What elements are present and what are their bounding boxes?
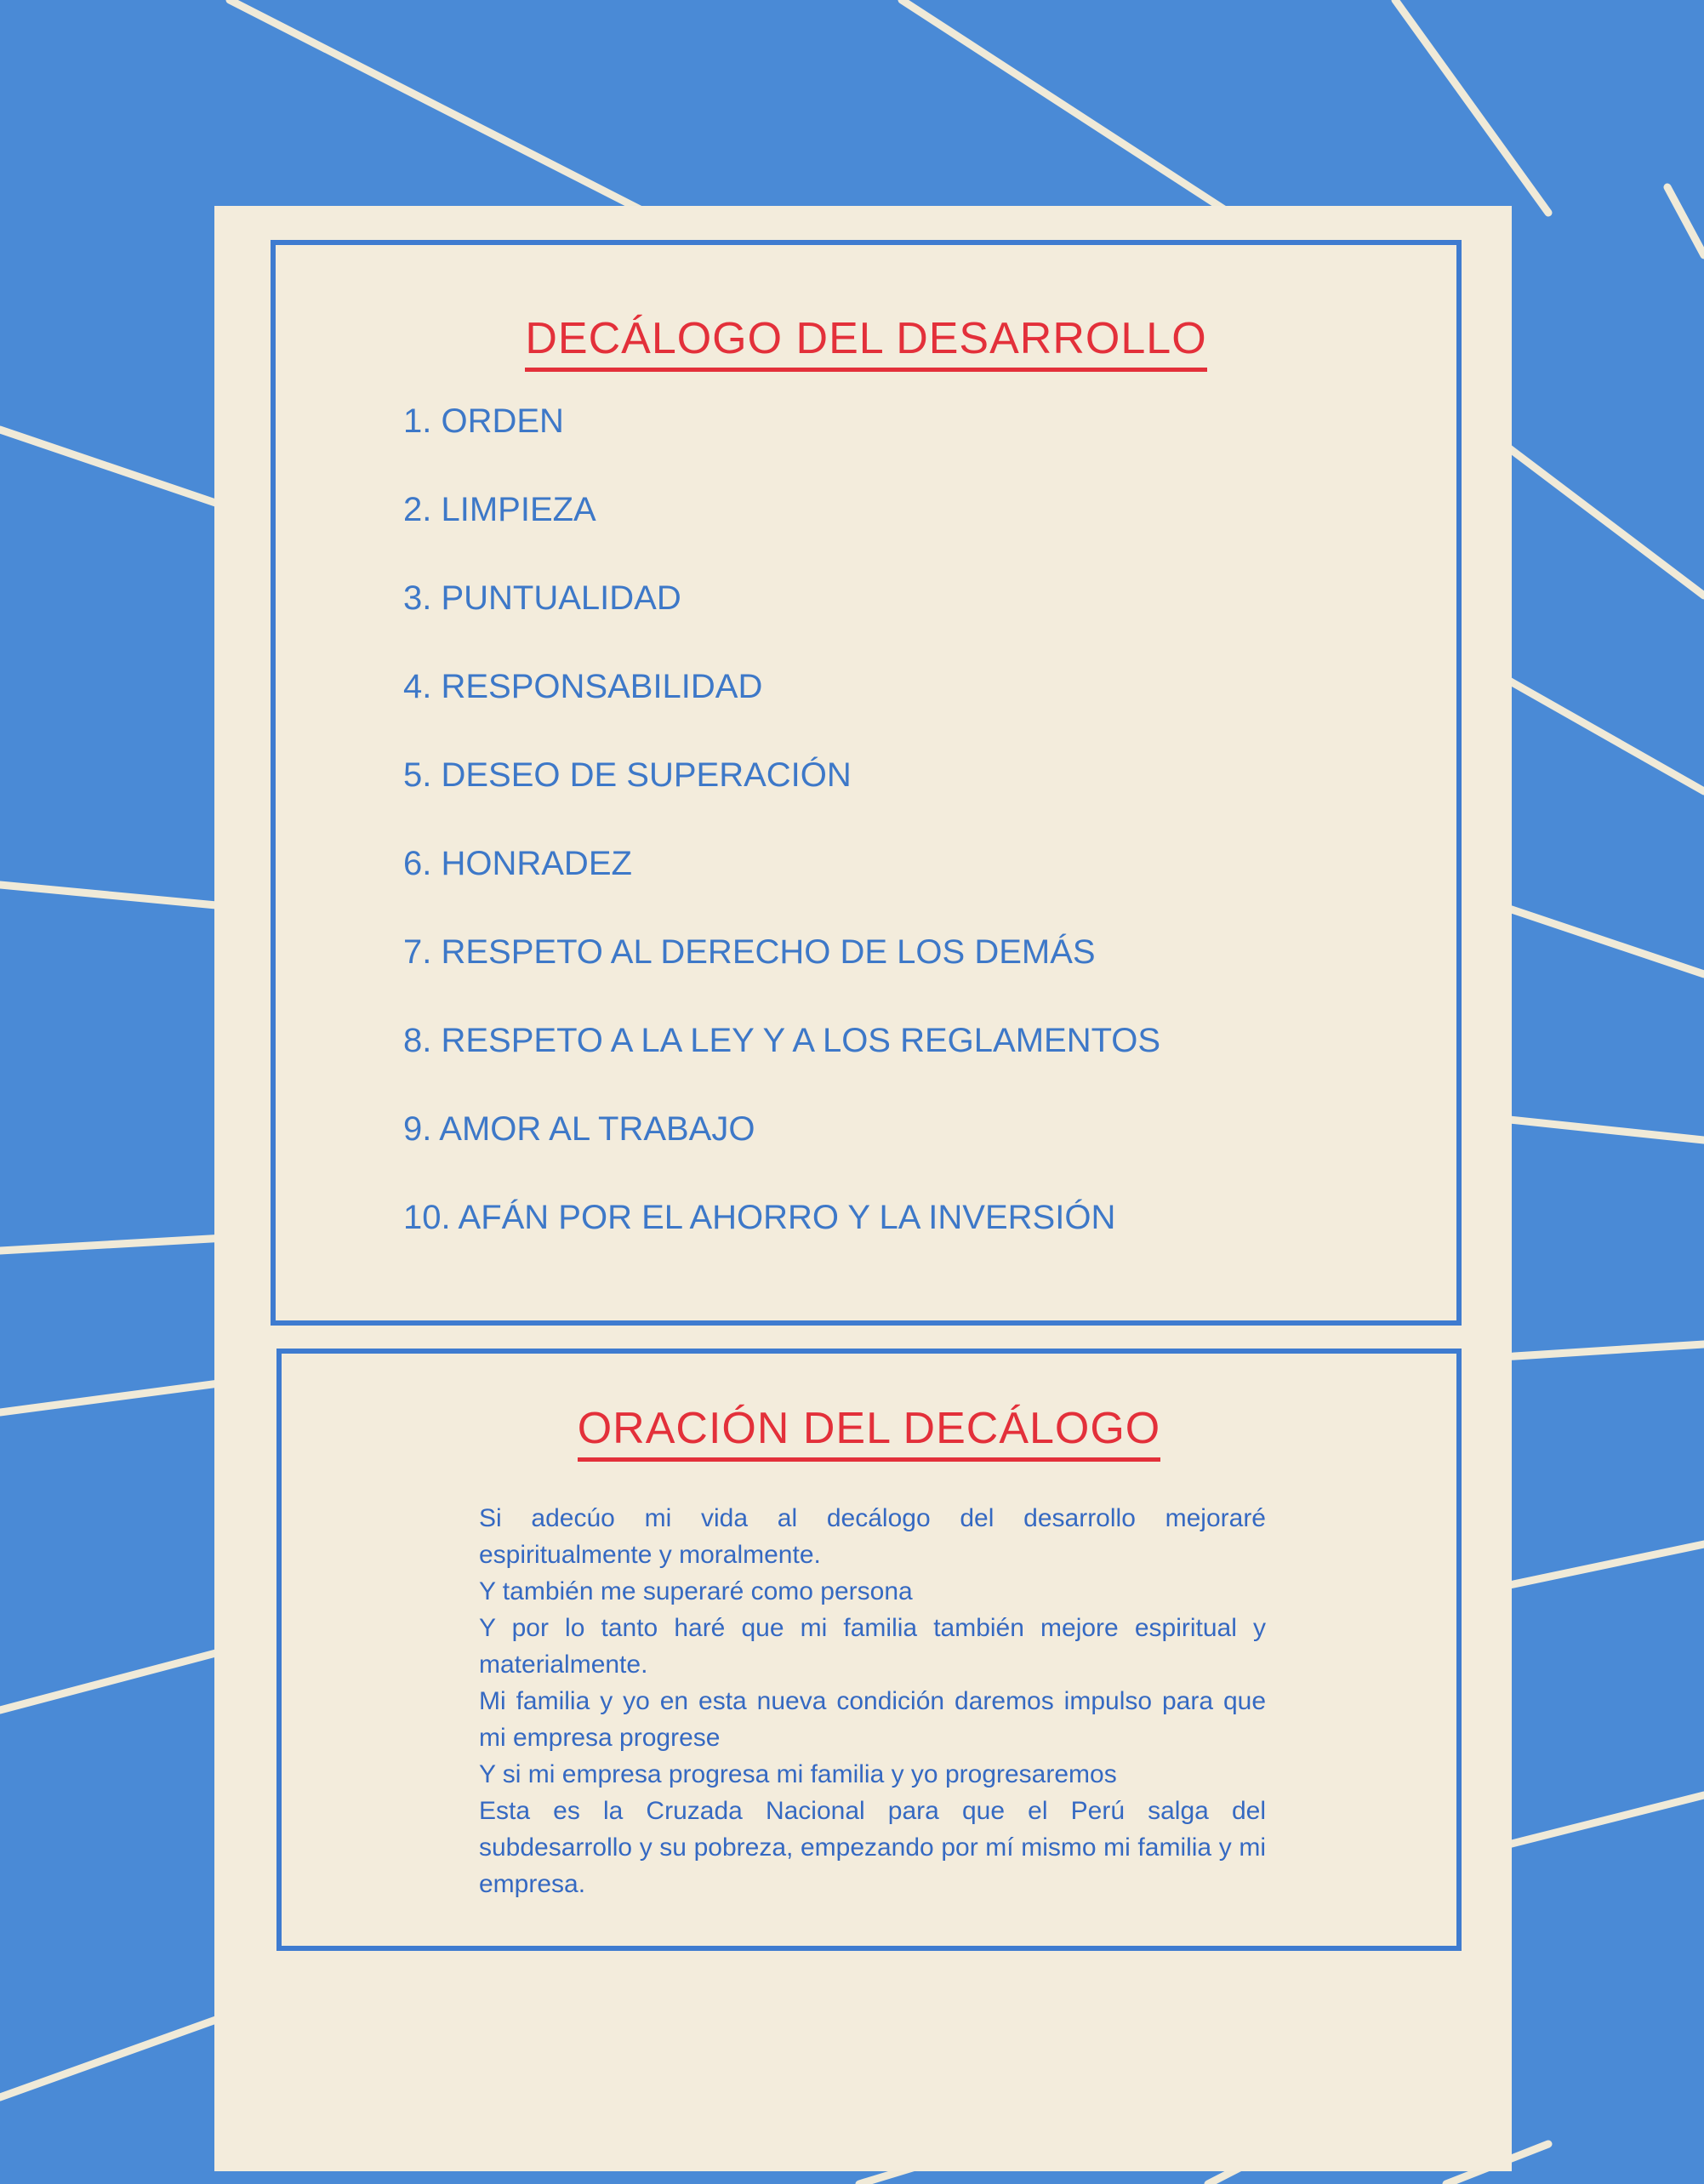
prayer-line: Y también me superaré como persona: [479, 1577, 913, 1605]
prayer-line: Mi familia y yo en esta nueva condición daremos impulso para que mi empresa progrese: [479, 1687, 1266, 1752]
decalogue-box: [271, 240, 1462, 1326]
ray-line: [1502, 1544, 1704, 1587]
decalogue-item: 5. DESEO DE SUPERACIÓN: [403, 756, 852, 794]
decalogue-item: 1. ORDEN: [403, 402, 564, 440]
decalogue-title: DECÁLOGO DEL DESARROLLO: [276, 313, 1456, 372]
ray-line: [1502, 442, 1704, 596]
decalogue-item: 8. RESPETO A LA LEY Y A LOS REGLAMENTOS: [403, 1022, 1161, 1059]
prayer-line: Si adecúo mi vida al decálogo del desarrollo mejoraré espiritualmente y moralmente.: [479, 1504, 1266, 1569]
ray-line: [1502, 676, 1704, 791]
prayer-text: [479, 1500, 1266, 1902]
ray-line: [0, 1651, 225, 1710]
decalogue-item: 3. PUNTUALIDAD: [403, 579, 681, 617]
prayer-line: Y si mi empresa progresa mi familia y yo progresaremos: [479, 1760, 1117, 1788]
ray-line: [1502, 1344, 1704, 1357]
decalogue-item: 9. AMOR AL TRABAJO: [403, 1110, 755, 1148]
ray-line: [902, 0, 1229, 213]
ray-line: [1502, 906, 1704, 974]
prayer-line: Y por lo tanto haré que mi familia también mejore espiritual y materialmente.: [479, 1614, 1266, 1679]
ray-line: [1667, 187, 1704, 255]
ray-line: [1502, 1119, 1704, 1140]
ray-line: [0, 2016, 225, 2097]
decalogue-item: 4. RESPONSABILIDAD: [403, 668, 763, 705]
decalogue-item: 10. AFÁN POR EL AHORRO Y LA INVERSIÓN: [403, 1199, 1116, 1236]
decalogue-item: 2. LIMPIEZA: [403, 491, 596, 528]
ray-line: [1502, 1795, 1704, 1846]
prayer-box: [276, 1349, 1462, 1951]
ray-line: [230, 0, 647, 213]
ray-line: [0, 430, 225, 506]
decalogue-list: [403, 402, 1160, 1287]
prayer-title: ORACIÓN DEL DECÁLOGO: [282, 1403, 1456, 1462]
ray-line: [0, 1238, 225, 1251]
ray-line: [0, 885, 225, 906]
decalogue-item: 6. HONRADEZ: [403, 845, 632, 882]
ray-line: [0, 1383, 225, 1412]
decalogue-item: 7. RESPETO AL DERECHO DE LOS DEMÁS: [403, 933, 1096, 971]
ray-line: [1395, 0, 1548, 213]
prayer-line: Esta es la Cruzada Nacional para que el Perú salga del subdesarrollo y su pobreza, empezando por mí mismo mi familia y mi empresa.: [479, 1797, 1266, 1898]
